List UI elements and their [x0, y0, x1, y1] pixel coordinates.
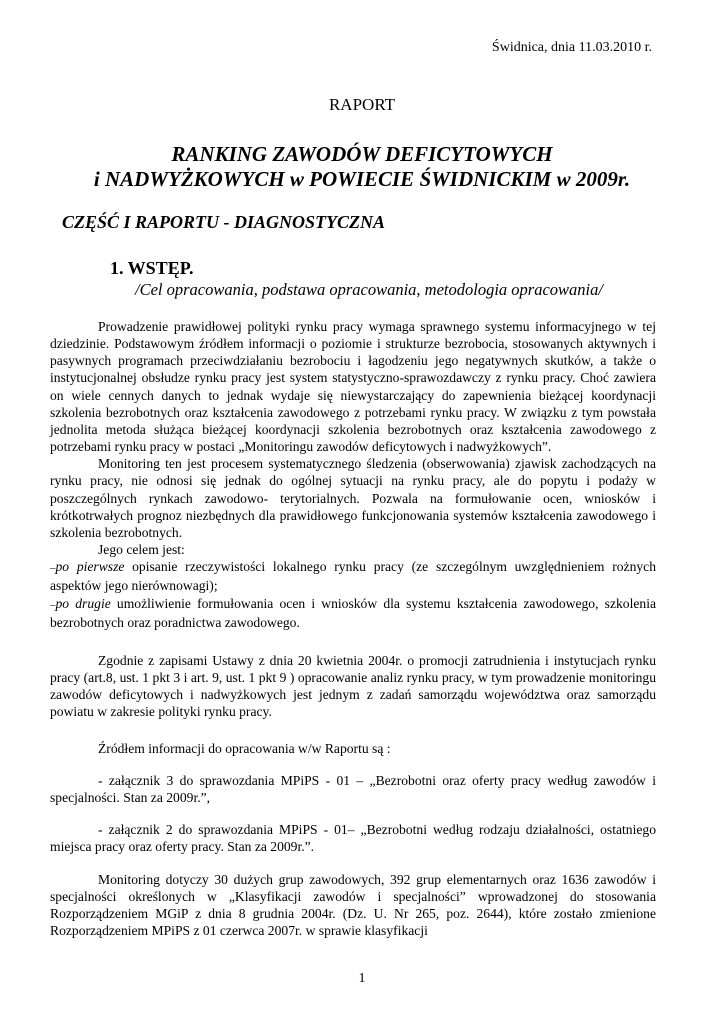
part-heading: CZĘŚĆ I RAPORTU - DIAGNOSTYCZNA	[62, 212, 386, 232]
sources-intro-block	[50, 740, 656, 757]
report-title-line-1: RANKING ZAWODÓW DEFICYTOWYCH	[171, 142, 553, 166]
page-number: 1	[358, 971, 366, 986]
source-item-annex-2	[50, 821, 656, 855]
dash-bullet: –	[50, 598, 56, 611]
introduction-block	[50, 318, 656, 631]
legal-basis-block	[50, 652, 656, 721]
source-item-annex-3	[50, 772, 656, 806]
report-title-line-2: i NADWYŻKOWYCH w POWIECIE ŚWIDNICKIM w 2009r.	[93, 167, 631, 191]
goal-text-first: opisanie rzeczywistości lokalnego rynku pracy (ze szczególnym uwzględnieniem rożnych aspektów jego nierównowagi);	[50, 559, 656, 594]
paragraph-goal-intro: Jego celem jest:	[98, 542, 185, 558]
paragraph-legal-basis: Zgodnie z zapisami Ustawy z dnia 20 kwietnia 2004r. o promocji zatrudnienia i instytucjach rynku pracy (art.8, ust. 1 pkt 3 i art. 9, ust. 1 pkt 9 ) opracowanie analiz rynku pracy, w tym prowadzenie monitoringu zawodów deficytowych i nadwyżkowych jest jednym z zadań samorządu województwa oraz samorządu powiatu w zakresie polityki rynku pracy.	[50, 653, 656, 720]
paragraph-annex-2: - załącznik 2 do sprawozdania MPiPS - 01– „Bezrobotni według rodzaju działalności, ostatniego miejsca pracy oraz oferty pracy. Stan za 2009r.”.	[50, 822, 656, 855]
goal-item-first	[50, 558, 656, 594]
document-date: Świdnica, dnia 11.03.2010 r.	[491, 40, 652, 55]
goal-text-second: umożliwienie formułowania ocen i wniosków dla systemu kształcenia zawodowego, szkolenia bezrobotnych oraz poradnictwa zawodowego.	[50, 595, 657, 630]
paragraph-monitoring-scope: Monitoring dotyczy 30 dużych grup zawodowych, 392 grup elementarnych oraz 1636 zawodów i specjalności określonych w „Klasyfikacji zawodów i specjalności” wprowadzonej do stosowania Rozporządzeniem MGiP z dnia 8 grudnia 2004r. (Dz. U. Nr 265, poz. 2644), które zostało zmienione Rozporządzeniem MPiPS z 01 czerwca 2007r. w sprawie klasyfikacji	[50, 872, 656, 939]
paragraph-information-system: Prowadzenie prawidłowej polityki rynku pracy wymaga sprawnego systemu informacyjnego w tej dziedzinie. Podstawowym źródłem informacji o poziomie i strukturze bezrobocia, stosowanych aktywnych i pasywnych programach przeciwdziałaniu bezrobociu i łagodzeniu jego negatywnych skutków, a także o instytucjonalnej obsłudze rynku pracy jest system statystyczno-sprawozdawczy z rynku pracy. Choć zawiera on wiele cennych danych to jednak wydaje się niewystarczający do zapewnienia bieżącej koordynacji szkolenia bezrobotnych oraz kształcenia zawodowego z potrzebami rynku pracy. W związku z tym powstała jednolita metoda służąca bieżącej koordynacji szkolenia bezrobotnych oraz kształcenia zawodowego z potrzebami rynku pracy w postaci „Monitoringu zawodów deficytowych i nadwyżkowych”.	[50, 319, 656, 455]
section-heading: 1. WSTĘP.	[110, 258, 194, 278]
dash-bullet: –	[50, 562, 56, 575]
paragraph-sources-intro: Źródłem informacji do opracowania w/w Raportu są :	[98, 741, 391, 756]
paragraph-annex-3: - załącznik 3 do sprawozdania MPiPS - 01 – „Bezrobotni oraz oferty pracy według zawodów i specjalności. Stan za 2009r.”,	[50, 773, 656, 806]
goal-item-second	[50, 595, 656, 631]
paragraph-monitoring-definition: Monitoring ten jest procesem systematycznego śledzenia (obserwowania) zjawisk zachodzących na rynku pracy, nie odnosi się jednak do ogólnej sytuacji na rynku pracy, ale do popytu i podaży w poszczególnych rynkach zawodowo- terytorialnych. Pozwala na formułowanie ocen, wniosków i krótkotrwałych prognoz niezbędnych dla prawidłowego funkcjonowania systemów kształcenia zawodowego i szkolenia bezrobotnych.	[50, 456, 656, 540]
monitoring-scope-block	[50, 871, 656, 940]
document-label: RAPORT	[328, 95, 396, 114]
goal-label-first: po pierwsze	[55, 559, 125, 575]
goal-label-second: po drugie	[55, 595, 111, 611]
section-subheading: /Cel opracowania, podstawa opracowania, metodologia opracowania/	[135, 280, 603, 299]
